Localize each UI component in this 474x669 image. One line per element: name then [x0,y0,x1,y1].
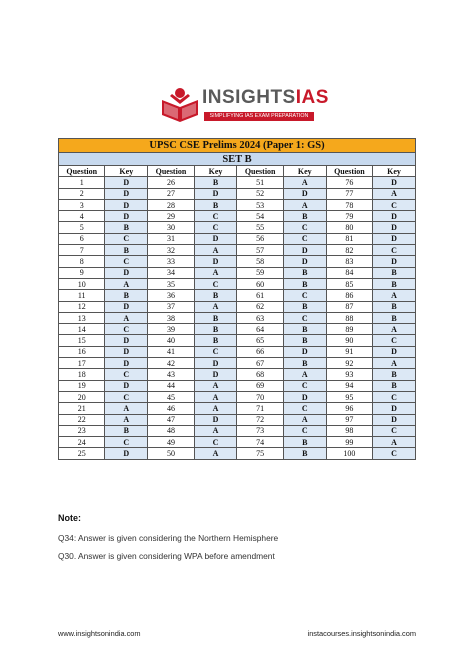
answer-key-cell: C [194,278,237,289]
question-number-cell: 28 [148,199,194,210]
answer-key-cell: A [105,414,148,425]
question-number-cell: 21 [59,403,105,414]
answer-key-cell: C [194,211,237,222]
question-number-cell: 12 [59,301,105,312]
answer-key-cell: C [194,222,237,233]
question-number-cell: 68 [237,369,283,380]
answer-key-cell: C [283,312,326,323]
question-number-cell: 92 [326,358,372,369]
question-number-cell: 98 [326,425,372,436]
answer-key-cell: A [194,380,237,391]
answer-key-cell: C [283,233,326,244]
table-row [59,290,416,301]
answer-key-cell: C [194,346,237,357]
table-row [59,211,416,222]
question-number-cell: 36 [148,290,194,301]
answer-key-cell: B [283,335,326,346]
header-row [59,166,416,177]
answer-key-cell: B [283,448,326,459]
answer-key-cell: A [105,403,148,414]
question-number-cell: 65 [237,335,283,346]
question-number-cell: 2 [59,188,105,199]
question-number-cell: 41 [148,346,194,357]
question-number-cell: 50 [148,448,194,459]
question-number-cell: 94 [326,380,372,391]
question-number-cell: 4 [59,211,105,222]
question-number-cell: 9 [59,267,105,278]
answer-key-cell: D [373,233,416,244]
set-label: SET B [59,153,416,166]
answer-key-cell: C [105,437,148,448]
table-row [59,301,416,312]
question-number-cell: 20 [59,391,105,402]
question-number-cell: 83 [326,256,372,267]
answer-key-cell: A [373,437,416,448]
question-number-cell: 97 [326,414,372,425]
table-row [59,177,416,188]
answer-key-cell: D [194,414,237,425]
table-row [59,437,416,448]
question-number-cell: 55 [237,222,283,233]
answer-key-cell: B [194,312,237,323]
question-number-cell: 67 [237,358,283,369]
answer-key-cell: A [373,358,416,369]
insightsias-logo [158,86,329,126]
question-number-cell: 90 [326,335,372,346]
question-number-cell: 16 [59,346,105,357]
answer-key-cell: B [283,301,326,312]
answer-key-cell: D [105,188,148,199]
table-row [59,278,416,289]
question-number-cell: 96 [326,403,372,414]
answer-key-cell: C [373,425,416,436]
answer-key-cell: A [373,188,416,199]
column-header: Key [373,166,416,177]
question-number-cell: 40 [148,335,194,346]
question-number-cell: 73 [237,425,283,436]
question-number-cell: 30 [148,222,194,233]
table-row [59,199,416,210]
question-number-cell: 88 [326,312,372,323]
answer-key-cell: B [105,425,148,436]
question-number-cell: 76 [326,177,372,188]
answer-key-cell: B [373,380,416,391]
answer-key-cell: C [283,222,326,233]
answer-key-cell: B [373,278,416,289]
column-header: Question [148,166,194,177]
answer-key-cell: C [105,391,148,402]
question-number-cell: 61 [237,290,283,301]
question-number-cell: 45 [148,391,194,402]
answer-key-cell: A [283,177,326,188]
answer-key-cell: B [194,199,237,210]
answer-key-cell: D [105,346,148,357]
question-number-cell: 42 [148,358,194,369]
answer-key-cell: D [105,301,148,312]
answer-key-cell: B [283,437,326,448]
question-number-cell: 3 [59,199,105,210]
answer-key-cell: D [373,256,416,267]
question-number-cell: 57 [237,245,283,256]
answer-key-cell: D [105,211,148,222]
table-row [59,267,416,278]
question-number-cell: 29 [148,211,194,222]
answer-key-cell: D [194,358,237,369]
question-number-cell: 85 [326,278,372,289]
answer-key-cell: A [283,414,326,425]
answer-key-cell: A [194,245,237,256]
answer-key-cell: A [194,301,237,312]
question-number-cell: 95 [326,391,372,402]
answer-key-cell: B [283,324,326,335]
answer-key-cell: B [194,177,237,188]
question-number-cell: 75 [237,448,283,459]
answer-key-cell: A [194,403,237,414]
question-number-cell: 18 [59,369,105,380]
answer-key-cell: C [373,335,416,346]
answer-key-cell: D [105,448,148,459]
answer-key-cell: D [373,222,416,233]
question-number-cell: 10 [59,278,105,289]
answer-key-cell: B [283,278,326,289]
question-number-cell: 53 [237,199,283,210]
question-number-cell: 69 [237,380,283,391]
answer-key-cell: D [373,177,416,188]
question-number-cell: 15 [59,335,105,346]
question-number-cell: 63 [237,312,283,323]
answer-key-cell: D [283,391,326,402]
question-number-cell: 27 [148,188,194,199]
answer-key-cell: C [283,403,326,414]
question-number-cell: 49 [148,437,194,448]
question-number-cell: 79 [326,211,372,222]
answer-key-cell: B [105,222,148,233]
answer-key-cell: B [283,211,326,222]
answer-key-cell: D [105,335,148,346]
logo-tagline: SIMPLIFYING IAS EXAM PREPARATION [204,112,314,121]
answer-key-cell: D [105,358,148,369]
question-number-cell: 59 [237,267,283,278]
question-number-cell: 31 [148,233,194,244]
question-number-cell: 17 [59,358,105,369]
answer-key-cell: D [373,403,416,414]
question-number-cell: 82 [326,245,372,256]
question-number-cell: 60 [237,278,283,289]
question-number-cell: 74 [237,437,283,448]
answer-key-cell: C [105,324,148,335]
answer-key-cell: A [283,199,326,210]
question-number-cell: 66 [237,346,283,357]
question-number-cell: 47 [148,414,194,425]
answer-key-cell: C [373,245,416,256]
question-number-cell: 54 [237,211,283,222]
question-number-cell: 89 [326,324,372,335]
answer-key-cell: A [283,369,326,380]
answer-key-cell: D [194,256,237,267]
logo-wordmark: INSIGHTSIAS [202,87,329,108]
question-number-cell: 32 [148,245,194,256]
question-number-cell: 71 [237,403,283,414]
question-number-cell: 1 [59,177,105,188]
question-number-cell: 34 [148,267,194,278]
column-header: Key [105,166,148,177]
answer-key-cell: A [105,278,148,289]
question-number-cell: 35 [148,278,194,289]
question-number-cell: 24 [59,437,105,448]
answer-key-cell: D [373,346,416,357]
question-number-cell: 93 [326,369,372,380]
answer-key-cell: B [283,358,326,369]
question-number-cell: 52 [237,188,283,199]
answer-key-cell: A [373,324,416,335]
answer-key-cell: C [373,391,416,402]
question-number-cell: 70 [237,391,283,402]
question-number-cell: 8 [59,256,105,267]
answer-key-cell: D [373,414,416,425]
note-line: Q34: Answer is given considering the Northern Hemisphere [58,533,279,543]
question-number-cell: 44 [148,380,194,391]
answer-key-table [58,138,416,460]
question-number-cell: 80 [326,222,372,233]
column-header: Key [194,166,237,177]
question-number-cell: 43 [148,369,194,380]
question-number-cell: 26 [148,177,194,188]
answer-key-cell: C [283,425,326,436]
question-number-cell: 38 [148,312,194,323]
question-number-cell: 14 [59,324,105,335]
column-header: Question [59,166,105,177]
question-number-cell: 51 [237,177,283,188]
table-row [59,324,416,335]
answer-key-cell: B [373,312,416,323]
answer-key-cell: A [194,448,237,459]
table-row [59,188,416,199]
question-number-cell: 19 [59,380,105,391]
table-row [59,414,416,425]
question-number-cell: 78 [326,199,372,210]
answer-key-cell: A [194,267,237,278]
answer-key-cell: D [373,211,416,222]
question-number-cell: 100 [326,448,372,459]
answer-key-cell: B [194,324,237,335]
answer-key-cell: C [373,199,416,210]
table-row [59,358,416,369]
answer-key-cell: B [373,267,416,278]
question-number-cell: 64 [237,324,283,335]
question-number-cell: 72 [237,414,283,425]
table-row [59,335,416,346]
question-number-cell: 58 [237,256,283,267]
question-number-cell: 62 [237,301,283,312]
table-row [59,391,416,402]
table-row [59,346,416,357]
answer-key-cell: C [194,437,237,448]
table-row [59,233,416,244]
answer-key-cell: C [105,256,148,267]
question-number-cell: 77 [326,188,372,199]
answer-key-cell: D [105,267,148,278]
footer-website-link[interactable]: www.insightsonindia.com [58,629,141,638]
answer-key-cell: C [105,369,148,380]
table-row [59,380,416,391]
column-header: Key [283,166,326,177]
answer-key-cell: D [105,177,148,188]
answer-key-cell: B [194,335,237,346]
book-person-logo-icon [158,86,202,124]
answer-key-cell: D [283,245,326,256]
question-number-cell: 7 [59,245,105,256]
table-row [59,222,416,233]
answer-key-cell: D [194,188,237,199]
answer-key-cell: C [373,448,416,459]
question-number-cell: 13 [59,312,105,323]
question-number-cell: 39 [148,324,194,335]
question-number-cell: 87 [326,301,372,312]
answer-key-cell: C [283,290,326,301]
question-number-cell: 91 [326,346,372,357]
note-line: Q30. Answer is given considering WPA before amendment [58,551,275,561]
answer-key-cell: B [373,301,416,312]
table-row [59,245,416,256]
table-title: UPSC CSE Prelims 2024 (Paper 1: GS) [59,139,416,153]
answer-key-cell: A [194,425,237,436]
question-number-cell: 37 [148,301,194,312]
table-row [59,256,416,267]
footer-courses-link[interactable]: instacourses.insightsonindia.com [307,629,416,638]
answer-key-cell: D [105,199,148,210]
answer-key-cell: D [194,369,237,380]
answer-key-cell: C [105,233,148,244]
question-number-cell: 81 [326,233,372,244]
answer-key-cell: B [105,245,148,256]
question-number-cell: 11 [59,290,105,301]
answer-key-cell: B [283,267,326,278]
question-number-cell: 22 [59,414,105,425]
question-number-cell: 25 [59,448,105,459]
answer-key-cell: B [194,290,237,301]
question-number-cell: 99 [326,437,372,448]
answer-key-cell: D [283,188,326,199]
answer-key-cell: D [105,380,148,391]
answer-key-cell: D [194,233,237,244]
question-number-cell: 46 [148,403,194,414]
question-number-cell: 6 [59,233,105,244]
answer-key-cell: A [194,391,237,402]
answer-key-cell: C [283,380,326,391]
answer-key-cell: D [283,256,326,267]
column-header: Question [326,166,372,177]
answer-key-cell: A [373,290,416,301]
question-number-cell: 48 [148,425,194,436]
answer-key-cell: D [283,346,326,357]
question-number-cell: 56 [237,233,283,244]
question-number-cell: 23 [59,425,105,436]
table-row [59,425,416,436]
answer-key-cell: B [105,290,148,301]
question-number-cell: 33 [148,256,194,267]
column-header: Question [237,166,283,177]
answer-key-cell: B [373,369,416,380]
table-row [59,369,416,380]
table-row [59,403,416,414]
question-number-cell: 5 [59,222,105,233]
table-row [59,312,416,323]
note-heading: Note: [58,513,81,523]
table-row [59,448,416,459]
question-number-cell: 84 [326,267,372,278]
question-number-cell: 86 [326,290,372,301]
answer-key-cell: A [105,312,148,323]
